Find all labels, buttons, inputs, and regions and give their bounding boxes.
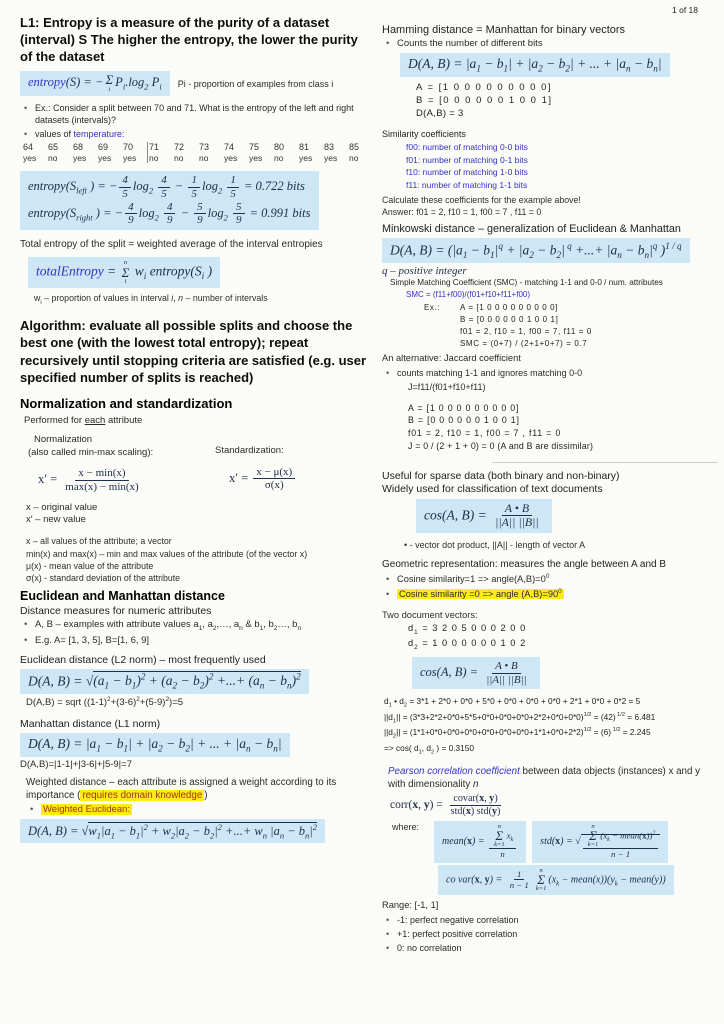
where-label: where: xyxy=(392,821,420,832)
range-label: Range: [-1, 1] xyxy=(382,900,439,911)
jaccard-vector-a: A = [1 0 0 0 0 0 0 0 0 0] xyxy=(408,402,520,413)
euclidean-manhattan-heading: Euclidean and Manhattan distance xyxy=(20,588,225,603)
cosine-result: => cos( $d_1$, $d_2$ ) = 0.3150 xyxy=(384,742,475,756)
temp-cell: 68 yes xyxy=(73,142,87,164)
hamming-vector-b: B = [0 0 0 0 0 0 1 0 0 1] xyxy=(416,94,553,106)
attribute-values-bullet: • A, B – examples with attribute values $a_1$, $a_2,\dots$, $a_n$ & $b_1$, $b_2\dots$, $b_n$ xyxy=(20,619,368,634)
minkowski-heading: Minkowski distance – generalization of Euclidean & Manhattan xyxy=(382,222,681,235)
hamming-heading: Hamming distance = Manhattan for binary vectors xyxy=(382,24,626,36)
smc-result: SMC = (0+7) / (2+1+0+7) = 0.7 xyxy=(460,339,588,349)
distance-measures-line: Distance measures for numeric attributes xyxy=(20,604,212,617)
dot-product-calc: $d_1$ • $d_2 = 3*1 + 2*0 + 0*0 + 5*0 + 0*0 + 0*0 + 0*0 + 2*1 + 0*0 + 0*2 = 5$ xyxy=(384,696,641,710)
x-vector-note: x – all values of the attribute; a vector xyxy=(26,536,172,547)
manhattan-formula: D(A, $B) = |a_1 - b_1| + |a_2 - b_2|$ + ... + $|a_n - b_n|$ xyxy=(20,733,290,757)
temp-cell: 74 yes xyxy=(224,142,238,164)
range-bullet-neg: • -1: perfect negative correlation xyxy=(382,914,718,926)
minmax-label: (also called min-max scaling): xyxy=(28,446,154,458)
manhattan-example: D(A,B)=|1-1|+|3-6|+|5-9|=7 xyxy=(20,758,132,770)
hamming-formula: D(A, $B) = |a_1 - b_1| + |a_2 - b_2|$ + ... + $|a_n - b_n|$ xyxy=(400,53,670,77)
smc-formula: SMC = (f11+f00)/(f01+f10+f11+f00) xyxy=(406,289,530,299)
example-label: Ex.: xyxy=(424,303,441,313)
vector-d2: $d_2 = 1$ 0 0 0 0 0 0 1 0 2 xyxy=(408,638,527,652)
calculate-line: Calculate these coefficients for the example above! xyxy=(382,194,581,205)
l1-line: Manhattan distance (L1 norm) xyxy=(20,718,161,731)
temp-cell: 85 no xyxy=(349,142,360,164)
example-vectors-bullet: • E.g. A= [1, 3, 5], B=[1, 6, 9] xyxy=(20,635,368,648)
normalization-grid xyxy=(28,434,368,494)
normalization-cell xyxy=(28,434,215,494)
d2-norm-calc: $||d_2|| = (1*1+0*0+0*0+0*0+0*0+0*0+0*0+1*1+0*0+2*2)^{1/2} = (6) ^{1/2} = 2.245$ xyxy=(384,727,651,740)
temperature-values-bullet xyxy=(20,128,368,140)
smc-example xyxy=(424,302,718,350)
total-entropy-formula: totalEntropy = n Σ i $w_i$ $entropy(S_i$ ) xyxy=(28,257,220,288)
left-column xyxy=(20,14,368,956)
right-column xyxy=(382,14,718,956)
weighted-euclidean-formula: D(A, $B) = √w_1|a_1 - b_1|^2 + w_2|a_2 - b_2|^2$ +...+ $w_n$ $|a_n - b_n|^2$ xyxy=(20,819,325,844)
vector-d1: $d_1 = 3$ 2 0 5 0 0 0 2 0 0 xyxy=(408,622,527,636)
example-split-bullet: • Ex.: Consider a split between 70 and 71. What is the entropy of the left and right datasets (intervals)? xyxy=(20,102,368,126)
euclidean-formula: D(A, $B) = √(a_1 - b_1)^2 + (a_2 - b_2)^2$ +...+ $(a_n - b_n)^2$ xyxy=(20,669,309,694)
standardization-formula: x′ = $\frac{x - \mu(x)}{\sigma(x)}$ xyxy=(229,466,368,492)
temp-cell: 83 yes xyxy=(324,142,338,164)
cosine-formula-2: cos(A, B) = $\frac{A • B}{||A|| ||B||}$ xyxy=(412,657,540,689)
weighted-distance-text: Weighted distance – each attribute is assigned a weight according to its importance ( requires domain knowledge ) xyxy=(26,776,337,801)
minmax-note: min(x) and max(x) – min and max values of the attribute (of the vector x) xyxy=(26,548,308,559)
jaccard-result: J = 0 / (2 + 1 + 0) = 0 (A and B are dissimilar) xyxy=(408,440,594,451)
x-original-note: x – original value xyxy=(26,501,98,513)
weighted-euclidean-bullet: • Weighted Euclidean: xyxy=(26,804,368,817)
entropy-right-formula: $entropy(S_{right}$ ) = − $\frac{4}{9}$ $\log_2$ $\frac{4}{9}$ − $\frac{5}{9}$ $\log_2$ $\frac{5}{9}$ = 0.991 bits xyxy=(28,200,311,227)
separator-line xyxy=(492,462,718,463)
coefficient-f10: f10: number of matching 1-0 bits xyxy=(406,167,528,178)
algorithm-paragraph: Algorithm: evaluate all possible splits and choose the best one (with the lowest total entropy); repeat recursively until stopping criteria are satisfied (e.g. user specified number of splits is reached) xyxy=(20,318,367,385)
temp-cell: 71 no xyxy=(149,142,160,164)
smc-coefficients: f01 = 2, f10 = 1, f00 = 7, f11 = 0 xyxy=(460,327,592,337)
euclidean-example: D(A,B) = sqrt $((1-1)^2+(3-6)^2+(5-9)^2)=5$ xyxy=(26,696,184,709)
similarity-coefficients-label: Similarity coefficients xyxy=(382,129,466,140)
minkowski-formula: D(A, $B) = (|a_1 - b_1|^q + |a_2 - b_2|$ $^q$ +...+ $|a_n - b_n|^q$ )$^{1 / q}$ xyxy=(382,238,690,263)
page-number: 1 of 18 xyxy=(672,5,698,15)
normalization-formula: x′ = x − min(x) max(x) − min(x) xyxy=(38,467,139,493)
mean-formula: mean(x) = n Σ k=1 $x_k$ n xyxy=(434,821,526,863)
std-formula: std(x) = √ n Σ k=1 ($x_k$ − mean(x))$^2$ n − 1 xyxy=(532,821,668,863)
total-entropy-line: Total entropy of the split = weighted average of the interval entropies xyxy=(20,238,323,250)
cosine-similarity-1-bullet: • Cosine similarity=1 => $angle(A,B)=0^0$ xyxy=(382,573,718,586)
temp-cell: 64 yes xyxy=(23,142,37,164)
entropy-intro-heading: L1: Entropy is a measure of the purity of a dataset (interval) S The higher the entropy, the lower the purity of the dataset xyxy=(20,15,358,65)
jaccard-vector-b: B = [0 0 0 0 0 0 1 0 0 1] xyxy=(408,415,520,426)
q-note: q – positive integer xyxy=(382,264,467,277)
cosine-formula: cos(A, B) = $\frac{A • B}{||A|| ||B||}$ xyxy=(416,499,552,533)
values-prefix: values of xyxy=(35,129,74,140)
temp-cell: 73 no xyxy=(199,142,210,164)
temp-cell: 75 yes xyxy=(249,142,263,164)
entropy-left-formula: $entropy(S_{left}$ ) = − $\frac{4}{5}$ $\log_2$ $\frac{4}{5}$ − $\frac{1}{5}$ $\log_2$ $\frac{1}{5}$ = 0.722 bits xyxy=(28,174,305,201)
text-documents-line: Widely used for classification of text documents xyxy=(382,482,603,495)
temp-cell: 65 no xyxy=(48,142,59,164)
temperature-table xyxy=(22,142,368,163)
temp-cell: 81 yes xyxy=(299,142,313,164)
jaccard-bullet: • counts matching 1-1 and ignores matching 0-0 xyxy=(382,367,718,379)
coefficient-f00: f00: number of matching 0-0 bits xyxy=(406,141,528,152)
temp-cell: 80 no xyxy=(274,142,285,164)
hamming-vector-a: A = [1 0 0 0 0 0 0 0 0 0] xyxy=(416,81,553,93)
d1-norm-calc: $||d_1|| = (3*3+2*2+0*0+5*5+0*0+0*0+0*0+2*2+0*0+0*0)^{1/2} = (42) ^{1/2} = 6.481$ xyxy=(384,711,656,725)
std-note: σ(x) - standard deviation of the attribute xyxy=(26,573,181,584)
coefficient-f11: f11: number of matching 1-1 bits xyxy=(406,180,528,191)
smc-vector-a: A = [1 0 0 0 0 0 0 0 0 0] xyxy=(460,303,558,313)
x-new-note: x′ – new value xyxy=(26,514,86,526)
pearson-intro: Pearson correlation coefficient between data objects (instances) x and y with dimensionality n xyxy=(388,766,701,791)
range-bullet-pos: • +1: perfect positive correlation xyxy=(382,928,718,940)
temp-cell-split-boundary: 70 yes xyxy=(122,142,148,163)
normalization-label: Normalization xyxy=(34,433,93,445)
dot-product-note: • - vector dot product, ||A|| - length of vector A xyxy=(404,539,586,550)
sparse-data-line: Useful for sparse data (both binary and non-binary) xyxy=(382,469,620,482)
range-bullet-zero: • 0: no correlation xyxy=(382,942,718,954)
hamming-distance-result: D(A,B) = 3 xyxy=(416,108,464,120)
smc-intro: Simple Matching Coefficient (SMC) - matching 1-1 and 0-0 / num. attributes xyxy=(390,277,663,287)
jaccard-alternative-line: An alternative: Jaccard coefficient xyxy=(382,353,521,364)
entropy-formula-note: Pi - proportion of examples from class i xyxy=(177,78,334,89)
hamming-bullet: • Counts the number of different bits xyxy=(382,38,718,51)
temp-cell: 69 yes xyxy=(98,142,112,164)
interval-entropy-formulas xyxy=(20,171,319,230)
normalization-heading: Normalization and standardization xyxy=(20,395,233,411)
entropy-formula-row xyxy=(20,71,368,96)
temp-cell: 72 no xyxy=(174,142,185,164)
performed-line: Performed for each attribute xyxy=(24,414,143,426)
two-document-vectors-label: Two document vectors: xyxy=(382,609,478,620)
covar-formula: co var(x, y) = $\frac{1}{n - 1}$ n Σ k=1 ($x_k$ − $mean(x))(y_k$ − mean(y)) xyxy=(438,865,674,896)
standardization-label: Standardization: xyxy=(215,444,284,456)
l2-line: Euclidean distance (L2 norm) – most frequently used xyxy=(20,653,266,666)
smc-vector-b: B = [0 0 0 0 0 0 1 0 0 1] xyxy=(460,315,559,325)
jaccard-example xyxy=(408,402,718,453)
cosine-similarity-0-bullet: • Cosine similarity =0 => angle $(A,B)=90^0$ xyxy=(382,588,718,601)
weights-note: $w_i$ – proportion of values in interval i, n – number of intervals xyxy=(34,293,268,306)
hamming-example xyxy=(416,81,718,121)
temperature-attribute: temperature: xyxy=(73,129,125,140)
geometric-line: Geometric representation: measures the angle between A and B xyxy=(382,559,667,571)
mean-note: μ(x) - mean value of the attribute xyxy=(26,560,154,571)
coefficient-f01: f01: number of matching 0-1 bits xyxy=(406,154,528,165)
jaccard-coefficients: f01 = 2, f10 = 1, f00 = 7 , f11 = 0 xyxy=(408,428,562,439)
jaccard-formula: J=f11/(f01+f10+f11) xyxy=(408,381,486,392)
entropy-formula: entropy(S) = − Σ i $P_i.\log_2$ $P_i$ xyxy=(20,71,170,96)
corr-formula: corr(x, y) = covar(x, y) std(x) std(y) xyxy=(390,793,501,818)
standardization-cell xyxy=(215,434,368,494)
answer-line: Answer: f01 = 2, f10 = 1, f00 = 7 , f11 = 0 xyxy=(382,207,542,218)
